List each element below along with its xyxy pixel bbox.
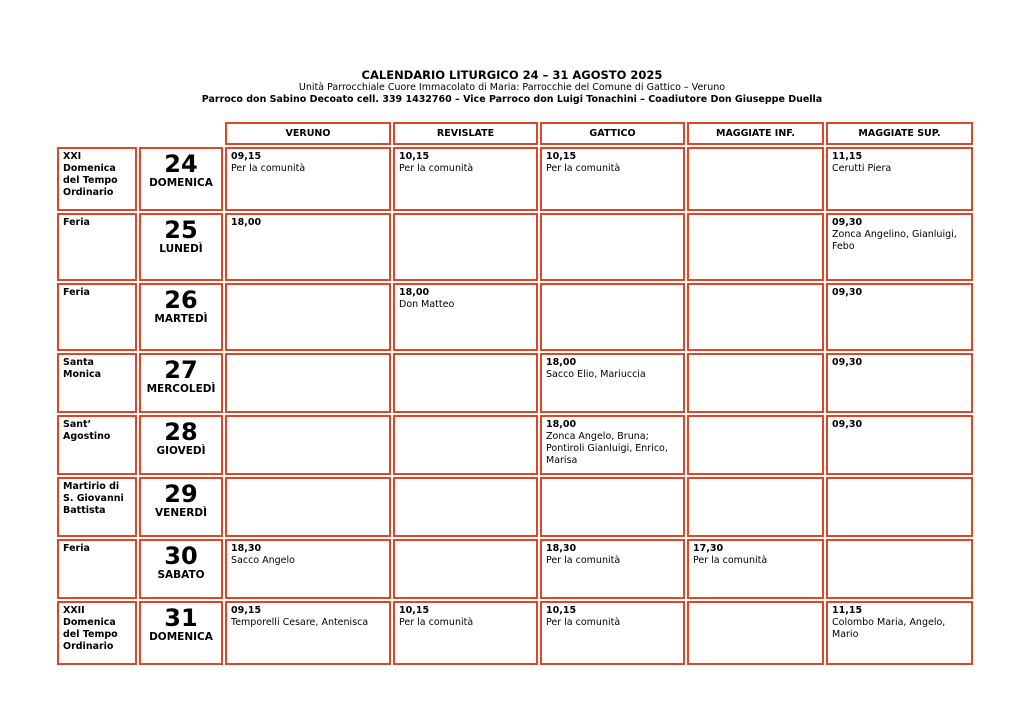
mass-cell-maggiate-inf [687, 147, 824, 211]
day-cell [139, 147, 223, 211]
mass-cell-maggiate-inf [687, 353, 824, 413]
mass-cell-maggiate-sup [826, 353, 973, 413]
mass-intention: Per la comunità [399, 617, 474, 628]
mass-cell-maggiate-sup [826, 415, 973, 475]
calendar-row [57, 213, 973, 281]
mass-intention: Don Matteo [399, 299, 455, 310]
mass-cell-revislate [393, 477, 538, 537]
mass-time: 18,00 [546, 357, 577, 368]
mass-intention: Colombo Maria, Angelo, Mario [832, 617, 946, 640]
mass-time: 18,30 [546, 543, 577, 554]
liturgical-label: XXI Domenica del Tempo Ordinario [57, 147, 137, 211]
mass-time: 18,00 [231, 217, 262, 228]
mass-intention: Sacco Elio, Mariuccia [546, 369, 646, 380]
mass-cell-maggiate-sup [826, 213, 973, 281]
document-subtitle: Unità Parrocchiale Cuore Immacolato di Maria: Parrocchie del Comune di Gattico – Veruno [298, 82, 726, 93]
mass-cell-gattico [540, 477, 685, 537]
mass-cell-maggiate-inf [687, 539, 824, 599]
day-cell [139, 353, 223, 413]
calendar-row [57, 353, 973, 413]
mass-cell-veruno [225, 601, 391, 665]
mass-cell-revislate [393, 147, 538, 211]
clergy-line: Parroco don Sabino Decoato cell. 339 1432760 – Vice Parroco don Luigi Tonachini – Coadiutore Don Giuseppe Duella [201, 94, 823, 105]
header-row [57, 122, 973, 145]
calendar-row [57, 147, 973, 211]
mass-time: 10,15 [546, 151, 577, 162]
mass-intention: Per la comunità [546, 617, 621, 628]
mass-intention: Per la comunità [546, 555, 621, 566]
column-header-maggiate-sup: MAGGIATE SUP. [826, 122, 973, 145]
mass-intention: Per la comunità [693, 555, 768, 566]
day-name: SABATO [157, 569, 205, 581]
liturgical-label: Feria [57, 213, 137, 281]
calendar-row [57, 539, 973, 599]
day-number: 26 [164, 286, 198, 314]
mass-time: 09,30 [832, 419, 863, 430]
mass-cell-maggiate-inf [687, 477, 824, 537]
day-cell [139, 415, 223, 475]
mass-cell-veruno [225, 477, 391, 537]
mass-intention: Per la comunità [546, 163, 621, 174]
mass-cell-revislate [393, 601, 538, 665]
day-number: 29 [164, 480, 198, 508]
calendar-row [57, 283, 973, 351]
mass-intention: Temporelli Cesare, Antenisca [231, 617, 369, 628]
day-cell [139, 213, 223, 281]
mass-cell-veruno [225, 539, 391, 599]
blank-header-day [139, 122, 223, 145]
day-cell [139, 477, 223, 537]
document-title: CALENDARIO LITURGICO 24 – 31 AGOSTO 2025 [361, 68, 663, 82]
mass-cell-veruno [225, 415, 391, 475]
day-name: DOMENICA [149, 631, 213, 643]
mass-time: 17,30 [693, 543, 724, 554]
liturgical-label: XXII Domenica del Tempo Ordinario [57, 601, 137, 665]
mass-cell-gattico [540, 601, 685, 665]
mass-cell-veruno [225, 147, 391, 211]
mass-cell-revislate [393, 415, 538, 475]
mass-cell-revislate [393, 283, 538, 351]
day-number: 28 [164, 418, 198, 446]
liturgical-label: Feria [57, 539, 137, 599]
mass-cell-maggiate-inf [687, 283, 824, 351]
day-cell [139, 601, 223, 665]
mass-time: 18,30 [231, 543, 262, 554]
liturgical-label: Feria [57, 283, 137, 351]
calendar-row [57, 415, 973, 475]
column-header-revislate: REVISLATE [393, 122, 538, 145]
mass-intention: Per la comunità [399, 163, 474, 174]
blank-header-label [57, 122, 137, 145]
mass-cell-veruno [225, 353, 391, 413]
mass-cell-maggiate-sup [826, 477, 973, 537]
mass-time: 09,15 [231, 605, 262, 616]
mass-cell-maggiate-sup [826, 147, 973, 211]
mass-time: 09,15 [231, 151, 262, 162]
liturgical-label: Sant’ Agostino [57, 415, 137, 475]
document-header [0, 68, 1024, 106]
day-name: MERCOLEDÌ [146, 383, 216, 395]
column-header-maggiate-inf: MAGGIATE INF. [687, 122, 824, 145]
day-number: 25 [164, 216, 198, 244]
mass-cell-gattico [540, 415, 685, 475]
day-number: 24 [164, 150, 198, 178]
liturgical-calendar-table [55, 120, 975, 667]
day-cell [139, 283, 223, 351]
mass-cell-gattico [540, 147, 685, 211]
mass-cell-maggiate-inf [687, 415, 824, 475]
mass-cell-gattico [540, 283, 685, 351]
mass-cell-gattico [540, 353, 685, 413]
calendar-row [57, 477, 973, 537]
mass-cell-maggiate-sup [826, 539, 973, 599]
mass-intention: Per la comunità [231, 163, 306, 174]
mass-cell-maggiate-sup [826, 601, 973, 665]
mass-cell-revislate [393, 539, 538, 599]
mass-time: 18,00 [399, 287, 430, 298]
calendar-row [57, 601, 973, 665]
day-name: GIOVEDÌ [156, 445, 206, 457]
day-name: VENERDÌ [155, 507, 207, 519]
mass-time: 10,15 [399, 151, 430, 162]
day-cell [139, 539, 223, 599]
day-name: LUNEDÌ [159, 243, 203, 255]
mass-time: 11,15 [832, 151, 863, 162]
mass-cell-veruno [225, 213, 391, 281]
liturgical-label: Martirio di S. Giovanni Battista [57, 477, 137, 537]
day-number: 27 [164, 356, 198, 384]
mass-time: 09,30 [832, 357, 863, 368]
column-header-veruno: VERUNO [225, 122, 391, 145]
mass-cell-gattico [540, 213, 685, 281]
mass-time: 18,00 [546, 419, 577, 430]
mass-intention: Cerutti Piera [832, 163, 892, 174]
mass-cell-veruno [225, 283, 391, 351]
day-name: DOMENICA [149, 177, 213, 189]
mass-time: 09,30 [832, 217, 863, 228]
mass-time: 11,15 [832, 605, 863, 616]
mass-cell-maggiate-inf [687, 213, 824, 281]
mass-time: 09,30 [832, 287, 863, 298]
mass-intention: Zonca Angelino, Gianluigi, Febo [832, 229, 957, 252]
mass-intention: Sacco Angelo [231, 555, 295, 566]
mass-cell-revislate [393, 353, 538, 413]
column-header-gattico: GATTICO [540, 122, 685, 145]
mass-cell-revislate [393, 213, 538, 281]
mass-time: 10,15 [546, 605, 577, 616]
mass-cell-maggiate-inf [687, 601, 824, 665]
mass-time: 10,15 [399, 605, 430, 616]
mass-intention: Zonca Angelo, Bruna; Pontiroli Gianluigi, Enrico, Marisa [546, 431, 668, 466]
mass-cell-gattico [540, 539, 685, 599]
day-number: 30 [164, 542, 198, 570]
mass-cell-maggiate-sup [826, 283, 973, 351]
day-number: 31 [164, 604, 198, 632]
liturgical-label: Santa Monica [57, 353, 137, 413]
day-name: MARTEDÌ [154, 313, 208, 325]
